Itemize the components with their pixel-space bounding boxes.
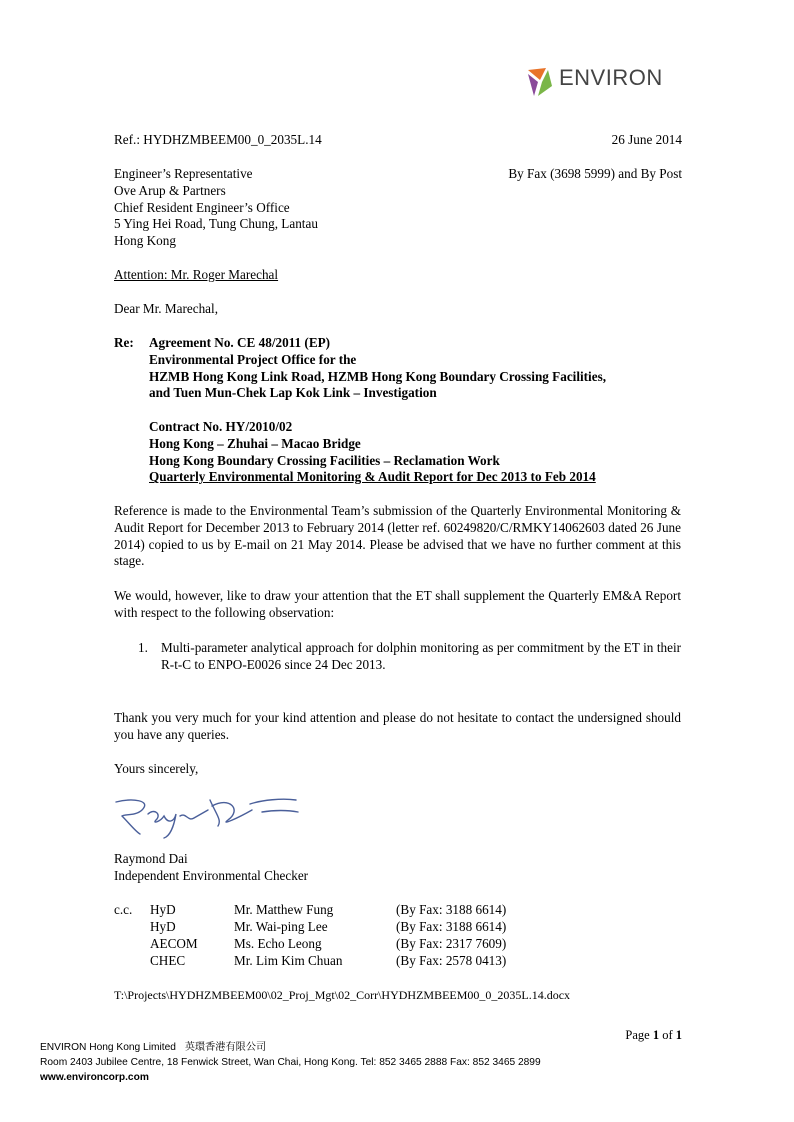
- closing-phrase: Yours sincerely,: [114, 761, 199, 776]
- re-line: Environmental Project Office for the: [149, 351, 357, 367]
- cc-name: Mr. Matthew Fung: [234, 902, 334, 917]
- page-number: [625, 1027, 682, 1044]
- recipient-address: [114, 166, 318, 250]
- signatory-block: [114, 851, 308, 885]
- recipient-line: 5 Ying Hei Road, Tung Chung, Lantau: [114, 216, 318, 232]
- cc-name: Ms. Echo Leong: [234, 936, 322, 951]
- environ-logo-mark-icon: [524, 66, 556, 100]
- report-subject: Quarterly Environmental Monitoring & Audit Report for Dec 2013 to Feb 2014: [149, 469, 596, 485]
- cc-fax: (By Fax: 3188 6614): [396, 919, 507, 934]
- signatory-title: Independent Environmental Checker: [114, 867, 309, 883]
- contract-block: [149, 419, 596, 486]
- cc-org: CHEC: [150, 953, 186, 968]
- cc-label: c.c.: [114, 902, 133, 917]
- signatory-name: Raymond Dai: [114, 851, 188, 866]
- file-path: T:\Projects\HYDHZMBEEM00\02_Proj_Mgt\02_Corr\HYDHZMBEEM00_0_2035L.14.docx: [114, 988, 571, 1002]
- cc-org: HyD: [150, 902, 176, 917]
- attention-line: Attention: Mr. Roger Marechal: [114, 267, 279, 282]
- cc-row: [114, 919, 534, 936]
- re-label: Re:: [114, 335, 134, 350]
- cc-name: Mr. Wai-ping Lee: [234, 919, 328, 934]
- re-line: Agreement No. CE 48/2011 (EP): [149, 335, 331, 350]
- cc-fax: (By Fax: 2578 0413): [396, 953, 507, 968]
- recipient-line: Engineer’s Representative: [114, 166, 253, 181]
- reference-number: Ref.: HYDHZMBEEM00_0_2035L.14: [114, 132, 322, 147]
- recipient-line: Ove Arup & Partners: [114, 182, 226, 198]
- environ-logo: [524, 66, 674, 100]
- footer-company-name: ENVIRON Hong Kong Limited: [40, 1042, 176, 1053]
- footer-company-chinese: 英環香港有限公司: [184, 1042, 267, 1053]
- paragraph-closing: Thank you very much for your kind attention and please do not hesitate to contact the undersigned should you have any queries.: [114, 710, 681, 742]
- contract-line: Hong Kong Boundary Crossing Facilities – Reclamation Work: [149, 452, 500, 468]
- cc-org: AECOM: [150, 936, 198, 951]
- list-item-number: 1.: [138, 640, 148, 655]
- delivery-method: By Fax (3698 5999) and By Post: [508, 166, 682, 181]
- cc-row: [114, 953, 534, 970]
- signature-icon: [112, 792, 302, 842]
- list-item-text: Multi-parameter analytical approach for dolphin monitoring as per commitment by the ET in their R-t-C to ENPO-E0026 since 24 Dec 2013.: [161, 640, 681, 672]
- re-line: and Tuen Mun-Chek Lap Kok Link – Investigation: [149, 385, 437, 401]
- page-total: 1: [675, 1028, 682, 1042]
- contract-line: Hong Kong – Zhuhai – Macao Bridge: [149, 435, 361, 451]
- salutation: Dear Mr. Marechal,: [114, 301, 218, 316]
- paragraph-observation: We would, however, like to draw your attention that the ET shall supplement the Quarterly EM&A Report with respect to the following observation:: [114, 588, 681, 620]
- paragraph-reference: Reference is made to the Environmental Team’s submission of the Quarterly Environmental Monitoring & Audit Report for December 2013 to February 2014 (letter ref. 60249820/C/RMKY14062603 dated 26 June 2014) copied to us by E-mail on 21 May 2014. Please be advised that we have no further comment at this stage.: [114, 503, 681, 569]
- letter-date: 26 June 2014: [611, 132, 682, 147]
- cc-row: [114, 936, 534, 953]
- page-current: 1: [652, 1028, 660, 1042]
- footer-website[interactable]: www.environcorp.com: [40, 1072, 149, 1083]
- cc-row: [114, 902, 534, 919]
- footer-address: Room 2403 Jubilee Centre, 18 Fenwick Street, Wan Chai, Hong Kong. Tel: 852 3465 2888 Fax: 852 3465 2899: [40, 1057, 541, 1068]
- cc-fax: (By Fax: 2317 7609): [396, 936, 507, 951]
- page-prefix: Page: [625, 1028, 650, 1042]
- recipient-line: Chief Resident Engineer’s Office: [114, 199, 290, 215]
- re-subject-block: [149, 335, 606, 402]
- cc-org: HyD: [150, 919, 176, 934]
- logo-text: ENVIRON: [559, 65, 663, 90]
- cc-fax: (By Fax: 3188 6614): [396, 902, 507, 917]
- cc-name: Mr. Lim Kim Chuan: [234, 953, 343, 968]
- re-line: HZMB Hong Kong Link Road, HZMB Hong Kong Boundary Crossing Facilities,: [149, 368, 607, 384]
- page-of: of: [662, 1028, 673, 1042]
- recipient-line: Hong Kong: [114, 233, 176, 249]
- contract-line: Contract No. HY/2010/02: [149, 419, 293, 434]
